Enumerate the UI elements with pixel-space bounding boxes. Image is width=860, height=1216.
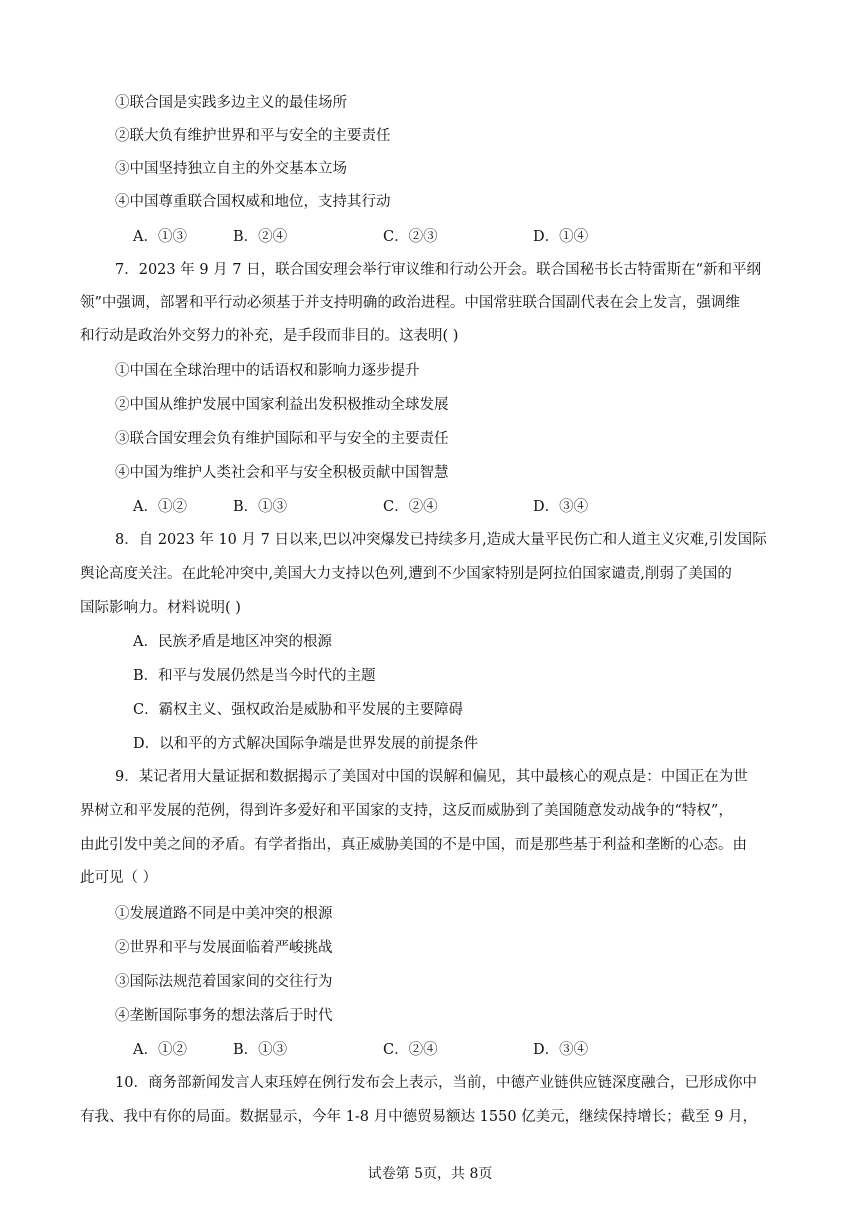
q9-stem-line-1: 9．某记者用大量证据和数据揭示了美国对中国的误解和偏见，其中最核心的观点是：中国正在为世 [115,769,748,785]
q7-option-c: C．②④ [383,499,438,515]
q7-option-b: B．①③ [233,499,288,515]
q9-stem-line-2: 界树立和平发展的范例，得到许多爱好和平国家的支持，这反而威胁到了美国随意发动战争的“特权”， [80,803,733,819]
q9-option-b: B．①③ [233,1042,288,1058]
q10-stem-line-1: 10．商务部新闻发言人束珏婷在例行发布会上表示，当前，中德产业链供应链深度融合，已形成你中 [115,1075,757,1091]
q7-stem-line-1: 7．2023 年 9 月 7 日，联合国安理会举行审议维和行动公开会。联合国秘书长古特雷斯在“新和平纲 [115,262,762,278]
q6-option-d: D．①④ [533,229,589,245]
q6-option-b: B．②④ [233,229,288,245]
q10-stem-line-2: 有我、我中有你的局面。数据显示，今年 1-8 月中德贸易额达 1550 亿美元，继续保持增长；截至 9 月， [80,1109,758,1125]
q8-stem-line-2: 舆论高度关注。在此轮冲突中,美国大力支持以色列,遭到不少国家特别是阿拉伯国家谴责,削弱了美国的 [80,566,732,582]
page-footer: 试卷第 5页，共 8页 [367,1166,493,1182]
q7-option-d: D．③④ [533,499,589,515]
q8-choice-b: B．和平与发展仍然是当今时代的主题 [133,668,376,684]
q8-choice-c: C．霸权主义、强权政治是威胁和平发展的主要障碍 [133,702,464,718]
q8-stem-line-1: 8．自 2023 年 10 月 7 日以来,巴以冲突爆发已持续多月,造成大量平民伤亡和人道主义灾难,引发国际 [115,532,767,548]
q9-statement-1: ①发展道路不同是中美冲突的根源 [115,906,333,922]
q7-options [133,497,733,517]
q6-statement-2: ②联大负有维护世界和平与安全的主要责任 [115,128,391,144]
q6-option-c: C．②③ [383,229,438,245]
q6-statement-3: ③中国坚持独立自主的外交基本立场 [115,161,347,177]
q6-option-a: A．①③ [133,229,187,245]
q6-statement-1: ①联合国是实践多边主义的最佳场所 [115,95,347,111]
q7-stem-line-3: 和行动是政治外交努力的补充，是手段而非目的。这表明( ) [80,328,459,344]
q7-statement-3: ③联合国安理会负有维护国际和平与安全的主要责任 [115,431,449,447]
q9-statement-4: ④垄断国际事务的想法落后于时代 [115,1008,333,1024]
q7-statement-4: ④中国为维护人类社会和平与安全积极贡献中国智慧 [115,465,449,481]
q7-stem-line-2: 领”中强调，部署和平行动必须基于并支持明确的政治进程。中国常驻联合国副代表在会上发言，强调维 [80,295,740,311]
q8-choice-a: A．民族矛盾是地区冲突的根源 [133,634,332,650]
q9-option-a: A．①② [133,1042,187,1058]
q9-options [133,1040,733,1060]
q9-stem-line-4: 此可见（ ） [80,870,158,886]
q9-stem-line-3: 由此引发中美之间的矛盾。有学者指出，真正威胁美国的不是中国，而是那些基于利益和垄断的心态。由 [80,837,747,853]
q9-option-d: D．③④ [533,1042,589,1058]
q8-stem-line-3: 国际影响力。材料说明( ) [80,600,241,616]
q7-statement-1: ①中国在全球治理中的话语权和影响力逐步提升 [115,363,420,379]
q8-choice-d: D．以和平的方式解决国际争端是世界发展的前提条件 [133,736,479,752]
q6-statement-4: ④中国尊重联合国权威和地位，支持其行动 [115,194,391,210]
q9-option-c: C．②④ [383,1042,438,1058]
q9-statement-3: ③国际法规范着国家间的交往行为 [115,974,333,990]
q9-statement-2: ②世界和平与发展面临着严峻挑战 [115,940,333,956]
q6-options [133,227,733,247]
q7-option-a: A．①② [133,499,187,515]
q7-statement-2: ②中国从维护发展中国家利益出发积极推动全球发展 [115,397,449,413]
